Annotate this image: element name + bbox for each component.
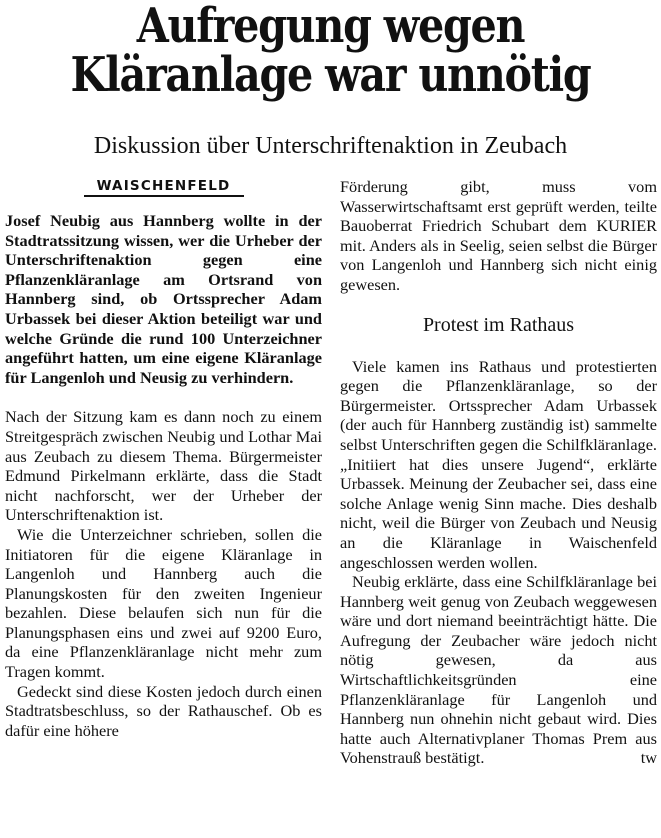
lead-paragraph: Josef Neubig aus Hannberg wollte in der Stadtratssitzung wissen, wer die Urheber der Unterschriftenaktion gegen eine Pflanzenkläranlage am Ortsrand von Hannberg sind, ob Ortssprecher Adam Urbassek bei dieser Aktion beteiligt war und welche Gründe die rund 100 Unterzeichner angeführt hatten, um eine eigene Kläranlage für Langenloh und Neusig zu verhindern.: [5, 211, 322, 387]
body-paragraph-continued: Förderung gibt, muss vom Wasserwirtschaftsamt erst geprüft werden, teilte Bauoberrat Friedrich Schubart dem KURIER mit. Anders als in Seelig, seien selbst die Bürger von Langenloh und Hannberg sich nicht einig gewesen.: [340, 177, 657, 294]
body-paragraph: Viele kamen ins Rathaus und protestierten gegen die Pflanzenkläranlage, so der Bürgermeister. Ortssprecher Adam Urbassek (der auch für Hannberg zuständig ist) sammelte selbst Unterschriften gegen die Schilfkläranlage. „Initiiert hat dies unsere Jugend“, erklärte Urbassek. Meinung der Zeubacher sei, dass eine solche Anlage wenig Sinn mache. Dies deshalb nicht, weil die Bürger von Zeubach und Neusig an die Kläranlage in Waischenfeld angeschlossen werden wollen.: [340, 356, 657, 572]
headline-line-2: Kläranlage war unnötig: [70, 47, 591, 103]
body-paragraph-text: Neubig erklärte, dass eine Schilfkläranlage bei Hannberg weit genug von Zeubach weggewesen wäre und dort niemand beeinträchtigt hätte. Die Aufregung der Zeubacher wäre jedoch nicht nötig gewesen, da aus Wirtschaftlichkeitsgründen eine Pflanzenkläranlage für Langenloh und Hannberg nun ohnehin nicht gebaut wird. Dies hatte auch Alternativplaner Thomas Prem aus Vohenstrauß bestätigt.: [340, 572, 657, 768]
subheadline: Diskussion über Unterschriftenaktion in Zeubach: [93, 133, 568, 159]
headline-line-1: Aufregung wegen: [136, 0, 525, 54]
dateline: WAISCHENFELD: [84, 178, 244, 197]
body-paragraph: Gedeckt sind diese Kosten jedoch durch einen Stadtratsbeschluss, so der Rathauschef. Ob es dafür eine höhere: [5, 681, 322, 740]
author-initials: tw: [640, 748, 657, 768]
crosshead: Protest im Rathaus: [422, 313, 575, 336]
column-right: [340, 177, 657, 768]
column-left: [5, 178, 322, 740]
body-paragraph: Nach der Sitzung kam es dann noch zu einem Streitgespräch zwischen Neubig und Lothar Mai aus Zeubach zu diesem Thema. Bürgermeister Edmund Pirkelmann erklärte, dass die Stadt nicht nachforscht, wer der Urheber der Unterschriftenaktion ist.: [5, 407, 322, 525]
headline: [46, 0, 614, 103]
body-paragraph: Wie die Unterzeichner schrieben, sollen die Initiatoren für die eigene Kläranlage in Langenloh und Hannberg auch die Planungskosten für den zweiten Ingenieur bezahlen. Diese belaufen sich nun für die Planungsphasen eins und zwei auf 9200 Euro, da eine Pflanzenkläranlage nicht mehr zum Tragen kommt.: [5, 524, 322, 682]
body-paragraph-last: [340, 572, 657, 768]
